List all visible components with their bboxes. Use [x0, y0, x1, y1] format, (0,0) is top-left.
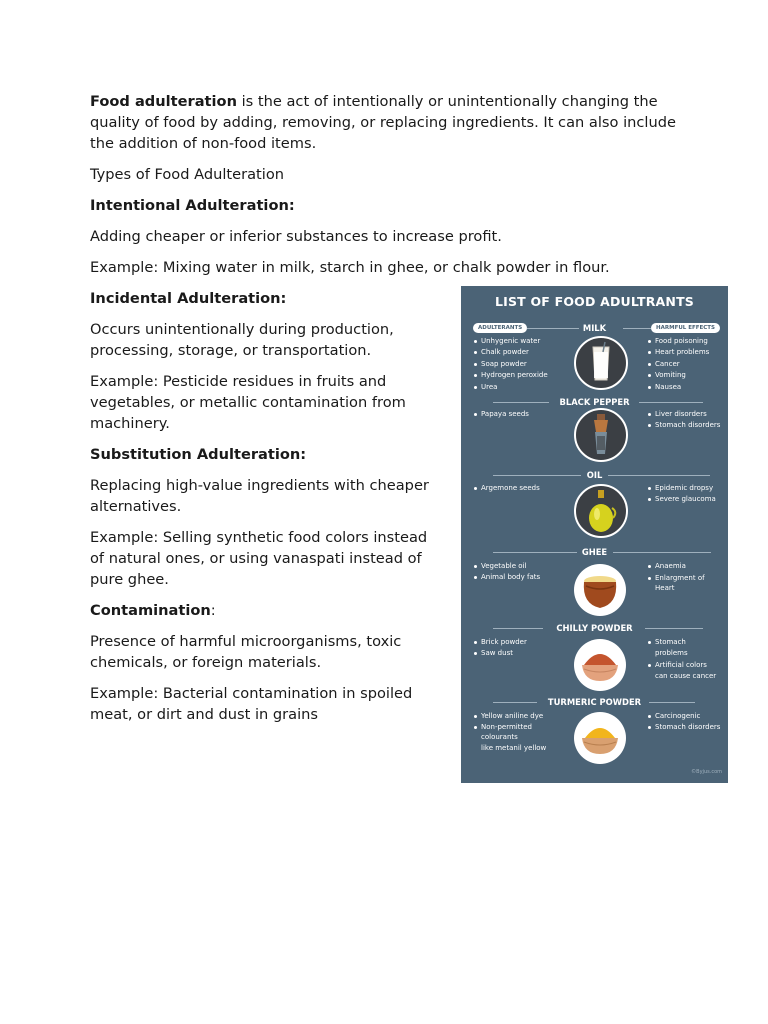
list-item: Stomach — [648, 637, 716, 648]
oil-heading: OIL — [586, 470, 603, 480]
list-item: Food poisoning — [648, 336, 709, 347]
intro-text: is the act of intentionally or unintentionally changing the quality of food by adding, removing, or replacing ingredients. It can also include the addition of non-food items. — [90, 93, 676, 152]
intro-term: Food adulteration — [90, 93, 237, 110]
contamination-example: Example: Bacterial contamination in spoiled meat, or dirt and dust in grains — [90, 685, 413, 723]
ghee-effects — [648, 561, 705, 594]
chilly-bowl-icon — [574, 639, 626, 691]
list-item: Stomach disorders — [648, 420, 720, 431]
list-item: Anaemia — [648, 561, 705, 572]
ghee-adulterants — [474, 561, 540, 584]
image-credit: ©Byjus.com — [691, 769, 722, 775]
pepper-adulterants — [474, 409, 529, 420]
contamination-heading-line — [90, 600, 445, 621]
oil-adulterants — [474, 483, 540, 494]
incidental-heading: Incidental Adulteration: — [90, 290, 287, 307]
oil-effects — [648, 483, 716, 506]
intentional-heading: Intentional Adulteration: — [90, 197, 295, 214]
list-item: Papaya seeds — [474, 409, 529, 420]
incidental-desc: Occurs unintentionally during production, processing, storage, or transportation. — [90, 321, 394, 359]
oil-bottle-icon — [574, 484, 628, 538]
effects-pill: HARMFUL EFFECTS — [651, 323, 720, 333]
list-item: Animal body fats — [474, 572, 540, 583]
milk-glass-icon — [574, 336, 628, 390]
list-item: Epidemic dropsy — [648, 483, 716, 494]
milk-heading: MILK — [582, 323, 607, 333]
food-adulterants-infographic — [461, 286, 728, 783]
substitution-example: Example: Selling synthetic food colors instead of natural ones, or using vanaspati instead of pure ghee. — [90, 529, 428, 588]
contamination-colon: : — [210, 602, 216, 619]
list-item: Non-permitted — [474, 722, 546, 733]
list-item: Unhygenic water — [474, 336, 548, 347]
list-item: Argemone seeds — [474, 483, 540, 494]
list-item: Brick powder — [474, 637, 527, 648]
list-item: Severe glaucoma — [648, 494, 716, 505]
adulterants-pill: ADULTERANTS — [473, 323, 527, 333]
turmeric-effects — [648, 711, 720, 734]
list-item-continuation: can cause cancer — [655, 671, 717, 680]
narrow-column — [90, 288, 445, 725]
intro-paragraph — [90, 91, 690, 154]
pepper-grinder-icon — [574, 408, 628, 462]
list-item: Hydrogen peroxide — [474, 370, 548, 381]
pepper-effects — [648, 409, 720, 432]
list-item-continuation: like metanil yellow — [481, 743, 547, 752]
list-item: Enlargment of — [648, 573, 705, 584]
contamination-desc: Presence of harmful microorganisms, toxic chemicals, or foreign materials. — [90, 633, 402, 671]
list-item: Stomach disorders — [648, 722, 720, 733]
list-item: Chalk powder — [474, 347, 548, 358]
substitution-heading: Substitution Adulteration: — [90, 446, 307, 463]
chilly-adulterants — [474, 637, 527, 660]
turmeric-bowl-icon — [574, 712, 626, 764]
list-item: Liver disorders — [648, 409, 720, 420]
list-item: Heart problems — [648, 347, 709, 358]
turmeric-heading: TURMERIC POWDER — [547, 697, 642, 707]
types-heading: Types of Food Adulteration — [90, 166, 284, 183]
ghee-heading: GHEE — [581, 547, 608, 557]
ghee-pot-icon — [574, 564, 626, 616]
list-item: Saw dust — [474, 648, 527, 659]
intentional-desc: Adding cheaper or inferior substances to increase profit. — [90, 228, 502, 245]
chilly-heading: CHILLY POWDER — [556, 623, 633, 633]
list-item-continuation: colourants — [481, 733, 518, 741]
infographic-title: LIST OF FOOD ADULTRANTS — [494, 294, 695, 309]
pepper-heading: BLACK PEPPER — [559, 397, 630, 407]
list-item-continuation: problems — [655, 648, 688, 657]
list-item: Carcinogenic — [648, 711, 720, 722]
list-item-continuation: Heart — [655, 584, 675, 592]
list-item: Artificial colors — [648, 660, 716, 671]
milk-effects — [648, 336, 709, 393]
list-item: Urea — [474, 382, 548, 393]
list-item: Vegetable oil — [474, 561, 540, 572]
list-item: Cancer — [648, 359, 709, 370]
contamination-heading: Contamination — [90, 602, 211, 619]
intentional-example: Example: Mixing water in milk, starch in ghee, or chalk powder in flour. — [90, 259, 610, 276]
milk-adulterants — [474, 336, 548, 393]
incidental-example: Example: Pesticide residues in fruits and vegetables, or metallic contamination from machinery. — [90, 373, 406, 432]
substitution-desc: Replacing high-value ingredients with cheaper alternatives. — [90, 477, 429, 515]
list-item: Nausea — [648, 382, 709, 393]
list-item: Soap powder — [474, 359, 548, 370]
list-item: Yellow aniline dye — [474, 711, 546, 722]
list-item: Vomiting — [648, 370, 709, 381]
turmeric-adulterants — [474, 711, 546, 753]
chilly-effects — [648, 637, 716, 681]
